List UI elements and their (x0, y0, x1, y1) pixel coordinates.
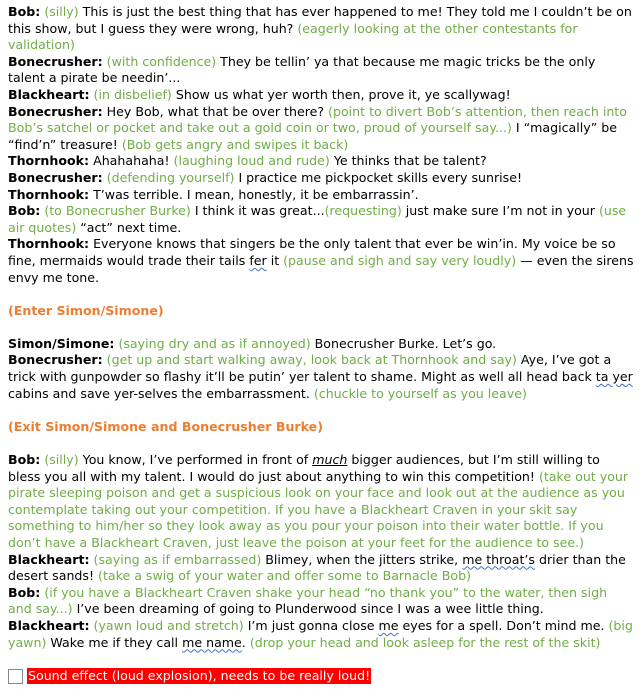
dialogue-text: “act” next time. (76, 219, 182, 235)
dialogue-text: I think it was great... (190, 203, 325, 219)
dialogue-block-middle (8, 336, 634, 402)
stage-heading-exit: (Exit Simon/Simone and Bonecrusher Burke) (8, 418, 323, 434)
speaker-name: Bob: (8, 452, 41, 468)
dialogue-text: Show us what yer worth then, prove it, ye scallywag! (171, 86, 511, 102)
stage-direction: (use air quotes) (8, 203, 627, 235)
dialogue-text: Hey Bob, what that be over there? (102, 103, 329, 119)
stage-direction: (saying as if embarrassed) (93, 551, 262, 567)
stage-direction: (Bob gets angry and swipes it back) (121, 136, 349, 152)
speaker-name: Thornhook: (8, 153, 90, 169)
stage-direction: (pause and sigh and say very loudly) (283, 252, 517, 268)
speaker-name: Thornhook: (8, 186, 90, 202)
dialogue-text: Blimey, when the jitters strike, (261, 551, 463, 567)
dialogue-text: This is just the best thing that has ever happened to me! They told me I couldn’t be on this show, but I guess they were wrong, huh? (8, 4, 632, 36)
dialogue-text: Ye thinks that be talent? (329, 153, 487, 169)
dialogue-line (8, 552, 634, 585)
dialogue-text: I’m just gonna close (243, 617, 379, 633)
dialogue-block-closing (8, 452, 634, 651)
dialogue-text: Everyone knows that singers be the only talent that ever be win’in. My voice be so fine, mermaids would trade their tails (8, 236, 616, 268)
dialogue-line (8, 336, 634, 353)
dialogue-text: You know, I’ve performed in front of (78, 452, 313, 468)
stage-direction: (get up and start walking away, look back at Thornhook and say) (106, 352, 517, 368)
emphasized-text: much (312, 452, 348, 468)
dialogue-line (8, 4, 634, 54)
dialogue-line (8, 104, 634, 154)
stage-heading-enter: (Enter Simon/Simone) (8, 302, 164, 318)
dialogue-line (8, 585, 634, 618)
dialogue-line (8, 618, 634, 651)
dialogue-line (8, 54, 634, 87)
dialogue-text: Aye, I’ve got a trick with gunpowder so flashy it’ll be putin’ yer talent to shame. Might as well all head back (8, 352, 612, 385)
dialogue-line (8, 87, 634, 104)
stage-direction: (if you have a Blackheart Craven shake your head “no thank you” to the water, then sigh and say...) (8, 584, 608, 617)
stage-direction: (in disbelief) (93, 86, 172, 102)
dialogue-text: it (266, 252, 284, 268)
stage-direction: (big yawn) (8, 617, 633, 650)
stage-direction: (eagerly looking at the other contestants for validation) (8, 20, 578, 53)
speaker-name: Blackheart: (8, 551, 90, 567)
sound-effect-row (8, 668, 634, 685)
sound-effect-note: Sound effect (loud explosion), needs to be really loud! (28, 667, 371, 683)
stage-direction: (defending yourself) (106, 169, 235, 185)
stage-direction: (yawn loud and stretch) (93, 617, 244, 633)
stage-direction: (drop your head and look asleep for the rest of the skit) (249, 634, 601, 650)
dialogue-text: cabins and save yer-selves the embarrassment. (8, 385, 314, 401)
speaker-name: Bonecrusher: (8, 53, 103, 69)
dialogue-text: Bonecrusher Burke. Let’s go. (310, 335, 497, 351)
dialogue-line (8, 352, 634, 402)
dialogue-line (8, 153, 634, 170)
dialogue-line (8, 236, 634, 286)
spellcheck-flagged-text: ta yer (595, 369, 633, 385)
speaker-name: Bob: (8, 4, 41, 19)
dialogue-text: bigger audiences, but I’m still willing to bless you all with my talent. I would do just about anything to win this competition! (8, 452, 600, 484)
dialogue-text: just make sure I’m not in your (401, 203, 599, 219)
dialogue-line (8, 187, 634, 204)
speaker-name: Bonecrusher: (8, 103, 103, 119)
spellcheck-flagged-text: me (378, 617, 399, 633)
stage-direction: (silly) (44, 4, 79, 19)
dialogue-text: eyes for a spell. Don’t mind me. (398, 617, 609, 633)
speaker-name: Bob: (8, 584, 41, 600)
spellcheck-flagged-text: me name (182, 634, 242, 650)
dialogue-text: Wake me if they call (46, 634, 183, 650)
dialogue-block-opening (8, 4, 634, 286)
stage-direction: (take out your pirate sleeping poison and get a suspicious look on your face and look out at the audience as you contemplate taking out your competition. If you have a Blackheart Craven in your skit say something to him/her so they look away as you pour your poison into their water bottle. If you don’t have a Blackheart Craven, just leave the poison at your feet for the audience to see.) (8, 468, 629, 550)
spellcheck-flagged-text: me throat’s (462, 551, 535, 567)
speaker-name: Bob: (8, 203, 41, 219)
stage-direction: (requesting) (324, 203, 402, 219)
dialogue-text: I “magically” be “find’n” treasure! (8, 120, 617, 152)
stage-direction: (with confidence) (106, 53, 217, 69)
dialogue-line (8, 170, 634, 187)
dialogue-text: . (241, 634, 250, 650)
stage-direction: (to Bonecrusher Burke) (44, 203, 191, 219)
spellcheck-flagged-text: fer (249, 252, 267, 268)
dialogue-text: I practice me pickpocket skills every sunrise! (234, 169, 523, 185)
dialogue-text: T’was terrible. I mean, honestly, it be embarrassin’. (89, 186, 419, 202)
stage-direction: (silly) (44, 452, 79, 468)
stage-direction: (point to divert Bob’s attention, then reach into Bob’s satchel or pocket and take out a gold coin or two, proud of yourself say...) (8, 103, 627, 136)
speaker-name: Simon/Simone: (8, 335, 115, 351)
stage-direction: (chuckle to yourself as you leave) (313, 385, 527, 401)
speaker-name: Bonecrusher: (8, 169, 103, 185)
dialogue-text: They be tellin’ ya that because me magic tricks be the only talent a pirate be needin’... (8, 53, 596, 86)
speaker-name: Bonecrusher: (8, 352, 103, 368)
dialogue-line (8, 203, 634, 236)
stage-direction: (take a swig of your water and offer some to Barnacle Bob) (98, 568, 472, 584)
dialogue-line (8, 452, 634, 552)
stage-direction: (laughing loud and rude) (173, 153, 330, 169)
dialogue-text: I’ve been dreaming of going to Plunderwood since I was a wee little thing. (72, 601, 544, 617)
script-document (8, 4, 634, 684)
dialogue-text: — even the sirens envy me tone. (8, 252, 634, 285)
dialogue-text: drier than the desert sands! (8, 551, 626, 584)
dialogue-text: Ahahahaha! (89, 153, 174, 169)
speaker-name: Blackheart: (8, 617, 90, 633)
stage-direction: (saying dry and as if annoyed) (118, 335, 311, 351)
sound-effect-checkbox[interactable] (8, 669, 23, 684)
speaker-name: Thornhook: (8, 236, 90, 252)
speaker-name: Blackheart: (8, 86, 90, 102)
